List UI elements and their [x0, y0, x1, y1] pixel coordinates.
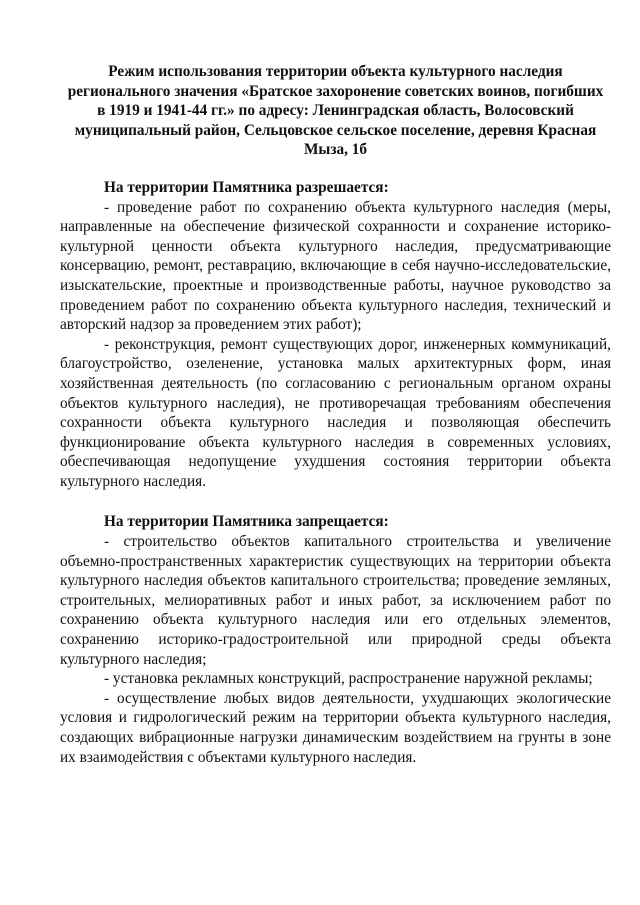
- prohibited-item: - строительство объектов капитального строительства и увеличение объемно-пространственных характеристик существующих на территории объекта культурного наследия объектов капитального строительства; проведение земляных, строительных, мелиоративных работ и иных работ, за исключением работ по сохранению объекта культурного наследия или его отдельных элементов, сохранению историко-градостроительной или природной среды объекта культурного наследия;: [60, 533, 611, 668]
- section-gap: [60, 491, 611, 512]
- prohibited-section: [60, 512, 611, 767]
- prohibited-heading: На территории Памятника запрещается:: [104, 513, 389, 531]
- allowed-heading: На территории Памятника разрешается:: [104, 178, 389, 196]
- title-line: Режим использования территории объекта культурного наследия: [108, 63, 563, 80]
- prohibited-item: - осуществление любых видов деятельности, ухудшающих экологические условия и гидрологический режим на территории объекта культурного наследия, создающих вибрационные нагрузки динамическим воздействием на грунты в зоне их взаимодействия с объектами культурного наследия.: [60, 689, 611, 766]
- prohibited-item: - установка рекламных конструкций, распространение наружной рекламы;: [104, 670, 593, 688]
- title-line: в 1919 и 1941-44 гг.» по адресу: Ленинградская область, Волосовский: [97, 102, 574, 120]
- document-page: [60, 62, 611, 767]
- allowed-item: - проведение работ по сохранению объекта культурного наследия (меры, направленные на обеспечение физической сохранности и сохранение историко-культурной ценности объекта культурного наследия, предусматривающие консервацию, ремонт, реставрацию, включающие в себя научно-исследовательские, изыскательские, проектные и производственные работы, научное руководство за проведением работ по сохранению объекта культурного наследия, технический и авторский надзор за проведением этих работ);: [60, 198, 611, 334]
- title-line: муниципальный район, Сельцовское сельское поселение, деревня Красная: [74, 121, 597, 139]
- title-line: Мыза, 1б: [303, 141, 368, 159]
- document-title: [60, 62, 611, 160]
- title-line: регионального значения «Братское захоронение советских воинов, погибших: [67, 82, 604, 100]
- allowed-section: [60, 178, 611, 492]
- allowed-item: - реконструкция, ремонт существующих дорог, инженерных коммуникаций, благоустройство, озеленение, установка малых архитектурных форм, иная хозяйственная деятельность (по согласованию с региональным органом охраны объектов культурного наследия), не противоречащая требованиям обеспечения сохранности объекта культурного наследия и позволяющая обеспечить функционирование объекта культурного наследия в современных условиях, обеспечивающая недопущение ухудшения состояния территории объекта культурного наследия.: [60, 335, 611, 490]
